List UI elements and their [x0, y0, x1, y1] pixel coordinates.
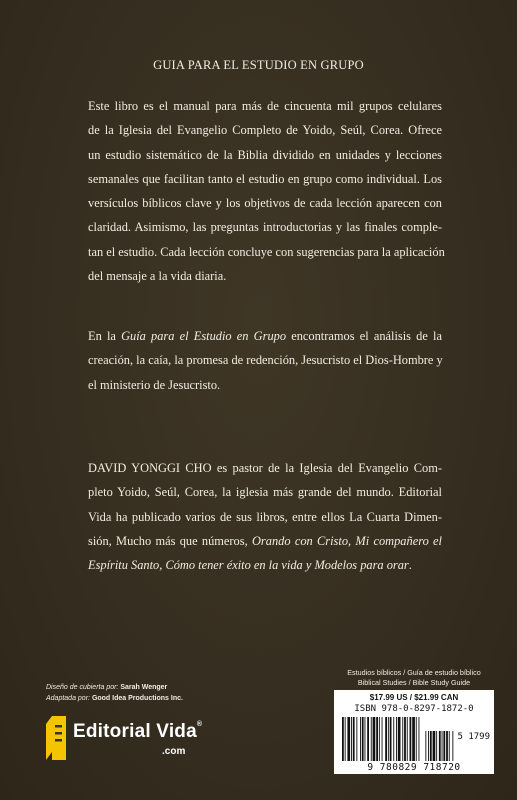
book-title: Guía para el Estudio en Grupo [121, 329, 287, 343]
description-paragraph [88, 94, 445, 288]
book-titles: Orando con Cristo, Mi compañero el [251, 533, 443, 548]
logo-word: Editorial [73, 721, 157, 742]
adaptation-credit [46, 693, 183, 704]
price-addon-code: 5 1799 [457, 732, 490, 742]
book-titles: Espíritu Santo, Cómo tener éxito en la vida y Modelos para orar [88, 558, 409, 573]
text-line: del mensaje a la vida diaria. [88, 269, 227, 284]
text-line: creación, la caía, la promesa de redención, Jesucristo el Dios-Hombre y [88, 353, 443, 368]
text-line: un estudio sistemático de la Biblia dividido en unidades y lecciones [88, 147, 442, 162]
text-fragment: sión, Mucho más que números, [88, 533, 252, 548]
text-line: de la Iglesia del Evangelio Completo de Yoido, Seúl, Corea. Ofrece [88, 123, 442, 138]
editorial-vida-mark-icon [46, 716, 66, 760]
logo-domain: .com [162, 746, 186, 757]
barcode-area [334, 668, 494, 778]
isbn-text: ISBN 978-0-8297-1872-0 [354, 704, 474, 714]
barcode-label [334, 690, 494, 774]
text-fragment: . [408, 558, 412, 573]
text-fragment: En la [88, 329, 122, 343]
text-line: versículos bíblicos clave y los objetivos de cada lección aparecen con [88, 196, 442, 211]
text-line: claridad. Asimismo, las preguntas introductorias y las finales comple- [88, 220, 442, 235]
design-credit [46, 682, 183, 693]
content-paragraph [88, 324, 442, 397]
text-line: semanales que facilitan tanto el estudio en grupo como individual. Los [88, 171, 442, 186]
credit-label: Diseño de cubierta por: [46, 684, 121, 691]
barcode-number: 9 780829 718720 [367, 762, 461, 773]
text-line: Este libro es el manual para más de cincuenta mil grupos celulares [88, 99, 442, 113]
credit-name: Sarah Wenger [120, 684, 168, 691]
logo-word: Vida [156, 721, 197, 742]
text-line [88, 529, 442, 553]
registered-mark: ® [196, 721, 203, 728]
cover-credits [46, 682, 183, 704]
text-line [88, 324, 442, 348]
text-line: Vida ha publicado varios de sus libros, entre ellos La Cuarta Dimen- [88, 509, 442, 524]
price-text: $17.99 US / $21.99 CAN [369, 693, 459, 702]
text-line: DAVID YONGGI CHO es pastor de la Iglesia del Evangelio Com- [88, 461, 442, 475]
category-spanish: Estudios bíblicos / Guía de estudio bíblico [347, 668, 481, 677]
credit-name: Good Idea Productions Inc. [91, 695, 183, 702]
category-english: Biblical Studies / Bible Study Guide [357, 677, 471, 687]
publisher-logo [42, 713, 242, 768]
barcode-bars-icon [342, 717, 486, 763]
text-line: el ministerio de Jesucristo. [88, 377, 221, 392]
text-fragment: encontramos el análisis de la [286, 329, 442, 343]
text-line: pleto Yoido, Seúl, Corea, la iglesia más grande del mundo. Editorial [88, 485, 442, 500]
text-line: tan el estudio. Cada lección concluye con sugerencias para la aplicación [88, 244, 445, 259]
text-line [88, 553, 442, 577]
logo-wordmark [73, 721, 202, 743]
cover-heading: GUIA PARA EL ESTUDIO EN GRUPO [153, 58, 364, 72]
credit-label: Adaptada por: [46, 695, 92, 702]
author-bio-paragraph [88, 456, 442, 577]
